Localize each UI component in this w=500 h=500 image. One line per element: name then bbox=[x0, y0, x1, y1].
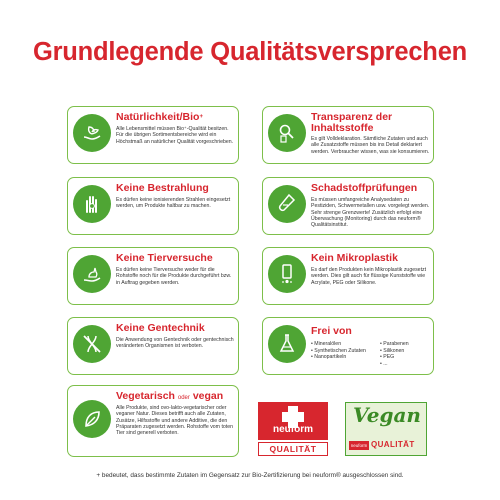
card-title: Schadstoffprüfungen bbox=[311, 182, 418, 194]
card-description: Es dürfen keine Tierversuche weder für die Rohstoffe noch für die Produkte durchgeführt bzw. in Auftrag gegeben werden. bbox=[116, 267, 232, 286]
card-title: Keine Tierversuche bbox=[116, 252, 213, 264]
card-bestrahlung bbox=[67, 177, 239, 235]
card-title: Keine Bestrahlung bbox=[116, 182, 209, 194]
card-natuerlichkeit bbox=[67, 106, 239, 164]
hand-shield-icon bbox=[73, 185, 111, 223]
list-item: • Silikonen bbox=[380, 348, 409, 355]
card-mikroplastik bbox=[262, 247, 434, 305]
footnote: + bedeutet, dass bestimmte Zutaten im Gegensatz zur Bio-Zertifizierung bei neuform® ausgeschlossen sind. bbox=[96, 472, 404, 479]
card-description: Alle Lebensmittel müssen Bio⁺-Qualität besitzen. Für die übrigen Sortimentsbereiche wird ein Höchstmaß an natürlicher Qualität vorgeschrieben. bbox=[116, 126, 234, 145]
free-list-a bbox=[311, 341, 366, 361]
rabbit-hand-icon bbox=[73, 255, 111, 293]
hand-leaf-icon bbox=[73, 114, 111, 152]
list-item: • Synthetischen Zutaten bbox=[311, 348, 366, 355]
card-vegetarisch bbox=[67, 385, 239, 457]
list-item: • PEG bbox=[380, 354, 409, 361]
flask-icon bbox=[268, 325, 306, 363]
card-description: Es darf den Produkten kein Mikroplastik zugesetzt werden. Dies gilt auch für flüssige Kunststoffe wie Acrylate, PEG oder Silikone. bbox=[311, 267, 427, 286]
list-item: • ... bbox=[380, 361, 409, 368]
card-description: Es gilt Volldeklaration. Sämtliche Zutaten und auch alle Zusatzstoffe müssen bis ins Detail deklariert werden. Verbraucher wissen, was sie konsumieren. bbox=[311, 136, 430, 155]
test-tube-icon bbox=[268, 185, 306, 223]
magnifier-bottle-icon bbox=[268, 114, 306, 152]
card-description: Es müssen umfangreiche Analysedaten zu Pestiziden, Schwermetallen usw. vorgelegt werden. Sehr strenge Grenzwerte! Zusätzlich erfolgt eine Überwachung (Monitoring) durch das neuform® Qualitätsinstitut. bbox=[311, 197, 430, 229]
neuform-logo-top bbox=[258, 402, 328, 440]
tube-drop-icon bbox=[268, 255, 306, 293]
card-title: Kein Mikroplastik bbox=[311, 252, 398, 264]
list-item: • Mineralölen bbox=[311, 341, 366, 348]
list-item: • Nanopartikeln bbox=[311, 354, 366, 361]
leaf-icon bbox=[73, 400, 111, 438]
card-description: Alle Produkte, sind ovo-lakto-vegetarischer oder veganer Natur. Dieses betrifft auch alle Zutaten, Zusätze, Hilfsstoffe und andere Additive, die den Präparaten zugesetzt werden. Rohstoffe vom toten Tier sind generell verboten. bbox=[116, 405, 233, 437]
card-title: Natürlichkeit/Bio+ bbox=[116, 111, 203, 123]
neuform-name: neuform bbox=[273, 424, 313, 435]
card-title: Vegetarisch oder vegan bbox=[116, 390, 224, 402]
free-list-b bbox=[380, 341, 409, 367]
card-title: Frei von bbox=[311, 325, 352, 337]
neuform-quality-label: QUALITÄT bbox=[258, 442, 328, 456]
card-description: Es dürfen keine ionisierenden Strahlen eingesetzt werden, um Produkte haltbar zu machen. bbox=[116, 197, 231, 210]
page-title: Grundlegende Qualitätsversprechen bbox=[32, 38, 468, 66]
card-title: Keine Gentechnik bbox=[116, 322, 205, 334]
vegan-word: Vegan bbox=[353, 403, 421, 427]
vegan-quality-logo bbox=[345, 402, 427, 456]
card-schadstoff bbox=[262, 177, 434, 235]
vegan-brand: neuform bbox=[350, 443, 368, 448]
neuform-quality-logo bbox=[258, 402, 328, 458]
card-description: Die Anwendung von Gentechnik oder gentechnisch veränderten Organismen ist verboten. bbox=[116, 337, 234, 350]
card-transparenz bbox=[262, 106, 434, 164]
card-gentechnik bbox=[67, 317, 239, 375]
vegan-quality-label: QUALITÄT bbox=[371, 440, 415, 449]
card-title: Transparenz der Inhaltsstoffe bbox=[311, 111, 393, 134]
card-freivon bbox=[262, 317, 434, 375]
card-tierversuche bbox=[67, 247, 239, 305]
list-item: • Parabenen bbox=[380, 341, 409, 348]
dna-crossed-icon bbox=[73, 325, 111, 363]
